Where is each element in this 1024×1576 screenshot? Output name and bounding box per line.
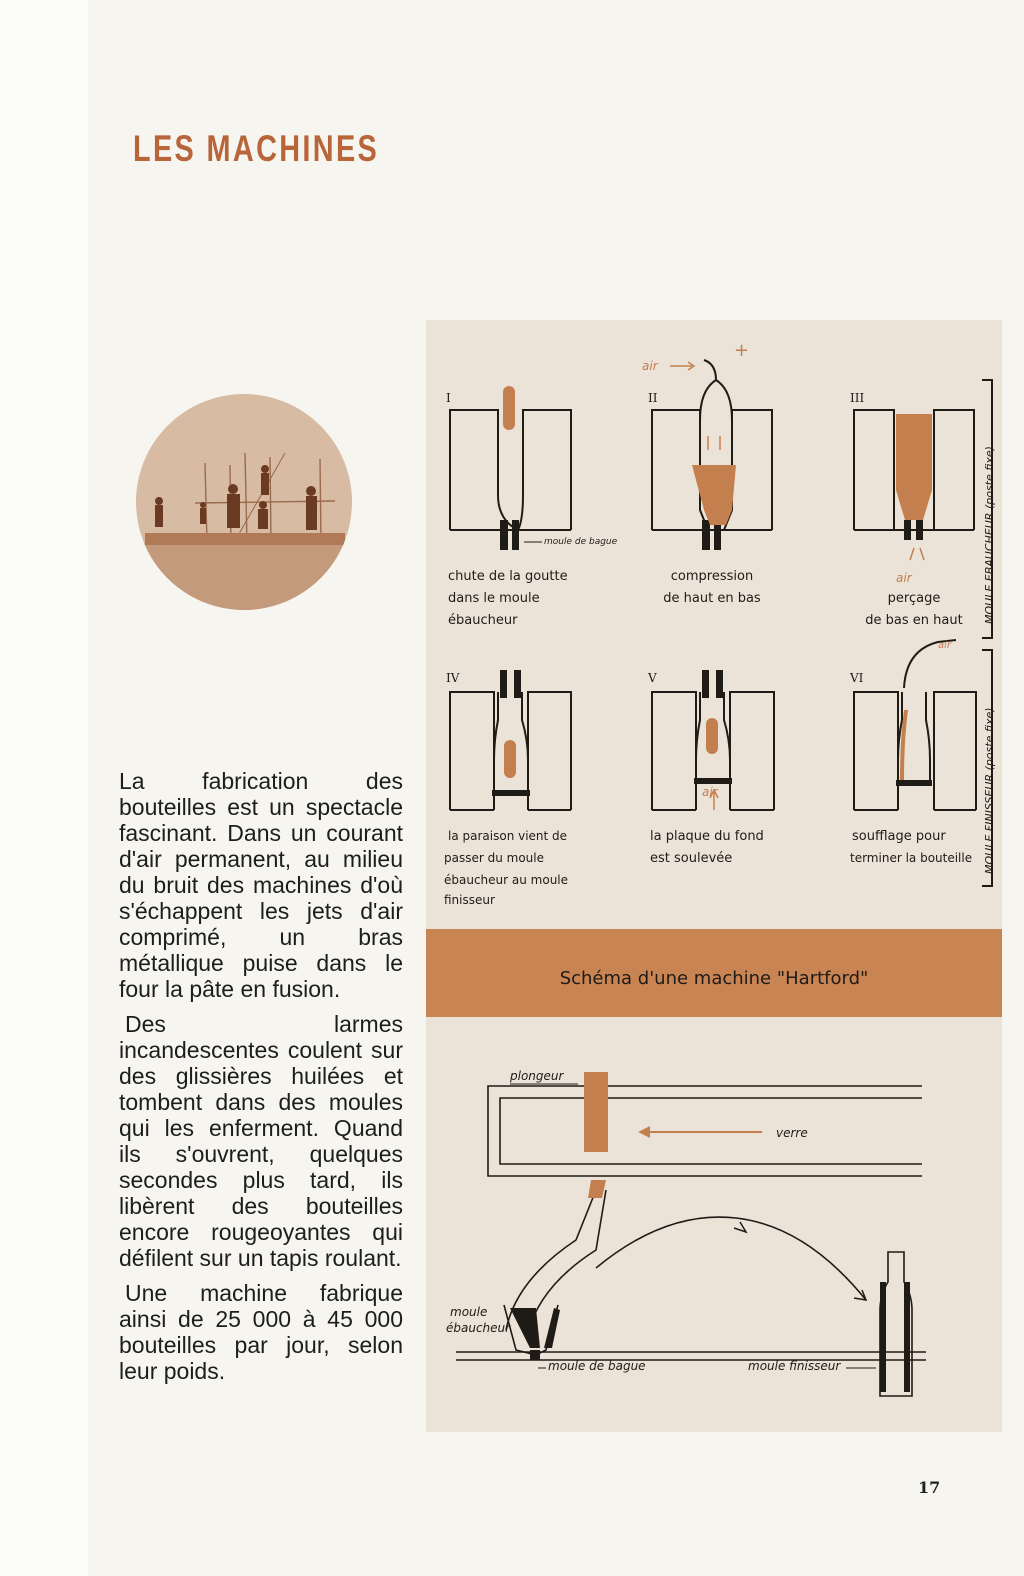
step-1-caption-1: chute de la goutte (448, 569, 568, 584)
plunger (584, 1072, 608, 1152)
air-label-3: air (896, 571, 912, 585)
page-number: 17 (918, 1478, 941, 1497)
page-title: LES MACHINES (133, 128, 380, 169)
paragraph-3: Une machine fabrique ainsi de 25 000 à 45 000 bouteilles par jour, selon leur poids. (119, 1280, 403, 1384)
paragraph-2: Des larmes incandescentes coulent sur des glissières huilées et tombent dans des moules qui les enferment. Quand ils s'ouvrent, quelques secondes plus tard, ils libèrent des bouteilles encore rougeoyantes qui défilent sur un tapis roulant. (119, 1011, 403, 1271)
air-label-6: air (938, 640, 952, 651)
step-2-number: II (648, 391, 658, 405)
step-4-number: IV (446, 671, 460, 685)
workers-photo (135, 393, 353, 611)
step-4-caption-2: passer du moule (444, 851, 544, 865)
moule-de-bague-label: moule de bague (544, 537, 618, 547)
step-2-caption-2: de haut en bas (663, 591, 761, 606)
step-4-caption-1: la paraison vient de (448, 829, 568, 843)
step-3-caption-2: de bas en haut (865, 613, 963, 628)
side-label-ebaucheur: MOULE EBAUCHEUR (poste fixe) (983, 446, 996, 624)
step-3-caption-1: perçage (887, 591, 941, 606)
step-2-caption-1: compression (670, 569, 754, 584)
plongeur-label: plongeur (510, 1069, 564, 1083)
step-1-caption-3: ébaucheur (448, 613, 518, 628)
paragraph-1: La fabrication des bouteilles est un spectacle fascinant. Dans un courant d'air permanent, au milieu du bruit des machines d'où s'échappent les jets d'air comprimé, un bras métallique puise dans le four la pâte en fusion. (119, 768, 403, 1002)
hartford-machine-diagram (426, 320, 1002, 1432)
step-3-number: III (850, 391, 865, 405)
moule-finisseur-label: moule finisseur (748, 1359, 841, 1373)
page-margin (0, 0, 88, 1576)
moule-de-bague-lower-label: moule de bague (548, 1359, 646, 1373)
plus-sign: + (734, 340, 750, 361)
step-6-caption-1: soufflage pour (852, 829, 946, 844)
air-label-2: air (642, 359, 658, 373)
air-label-5: air (702, 785, 718, 799)
verre-label: verre (776, 1126, 808, 1140)
moule-ebaucheur-label-2: ébaucheur (446, 1321, 511, 1335)
moule-ebaucheur-label-1: moule (450, 1305, 488, 1319)
step-5-caption-2: est soulevée (650, 851, 733, 866)
banner-title: Schéma d'une machine "Hartford" (559, 968, 869, 989)
step-4-caption-3: ébaucheur au moule (444, 873, 569, 887)
step-6-number: VI (850, 671, 864, 685)
body-text (119, 768, 403, 1393)
step-4-caption-4: finisseur (444, 893, 495, 907)
side-label-finisseur: MOULE FINISSEUR (poste fixe) (983, 707, 996, 874)
step-6-caption-2: terminer la bouteille (850, 851, 973, 865)
step-5-number: V (648, 671, 657, 685)
step-1-number: I (446, 391, 451, 405)
step-1-caption-2: dans le moule (448, 591, 540, 606)
step-5-caption-1: la plaque du fond (650, 829, 764, 844)
